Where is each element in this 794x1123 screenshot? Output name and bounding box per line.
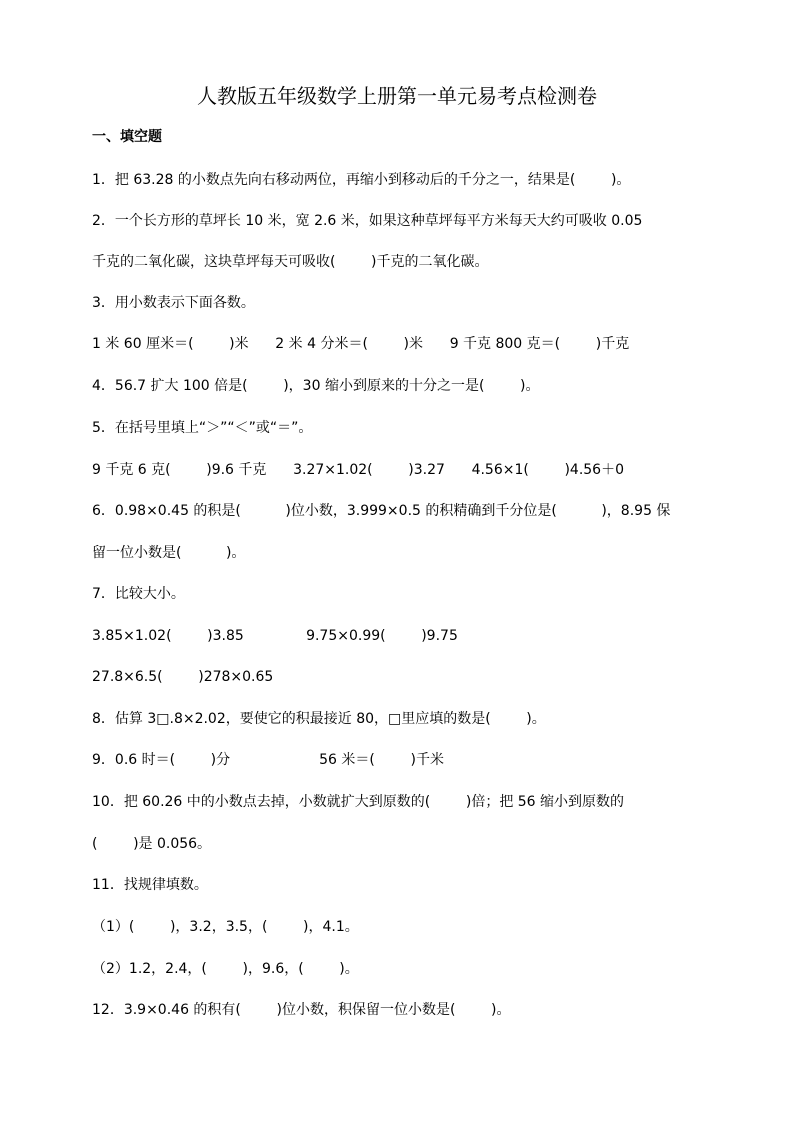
question-3: 3．用小数表示下面各数。 (92, 295, 255, 311)
question-11: 11．找规律填数。 (92, 877, 208, 893)
question-8: 8．估算 3□.8×2.02，要使它的积最接近 80，□里应填的数是( )。 (92, 711, 546, 727)
page-title: 人教版五年级数学上册第一单元易考点检测卷 (197, 84, 597, 108)
question-7: 7．比较大小。 (92, 586, 185, 602)
question-5: 5．在括号里填上“＞”“＜”或“＝”。 (92, 420, 313, 436)
question-10-line-2: ( )是 0.056。 (92, 836, 212, 852)
question-2-line-2: 千克的二氧化碳，这块草坪每天可吸收( )千克的二氧化碳。 (92, 254, 489, 270)
question-4: 4．56.7 扩大 100 倍是( )，30 缩小到原来的十分之一是( )。 (92, 378, 540, 394)
question-2-line-1: 2．一个长方形的草坪长 10 米，宽 2.6 米，如果这种草坪每平方米每天大约可吸收 0.05 (92, 213, 643, 229)
question-11-part-1: （1）( )，3.2，3.5，( )，4.1。 (92, 919, 359, 935)
question-11-part-2: （2）1.2，2.4，( )，9.6，( )。 (92, 961, 359, 977)
question-9: 9．0.6 时＝( )分 56 米＝( )千米 (92, 752, 444, 768)
question-5-items: 9 千克 6 克( )9.6 千克 3.27×1.02( )3.27 4.56×1( )4.56＋0 (92, 462, 624, 478)
question-7-items-2: 27.8×6.5( )278×0.65 (92, 669, 274, 685)
section-heading: 一、填空题 (92, 129, 162, 145)
question-12: 12．3.9×0.46 的积有( )位小数，积保留一位小数是( )。 (92, 1002, 511, 1018)
question-1: 1．把 63.28 的小数点先向右移动两位，再缩小到移动后的千分之一，结果是( )。 (92, 172, 631, 188)
question-10-line-1: 10．把 60.26 中的小数点去掉，小数就扩大到原数的( )倍；把 56 缩小到原数的 (92, 794, 625, 810)
question-3-items: 1 米 60 厘米＝( )米 2 米 4 分米＝( )米 9 千克 800 克＝( )千克 (92, 336, 630, 352)
question-7-items-1: 3.85×1.02( )3.85 9.75×0.99( )9.75 (92, 628, 458, 644)
question-6-line-2: 留一位小数是( )。 (92, 545, 246, 561)
question-6-line-1: 6．0.98×0.45 的积是( )位小数，3.999×0.5 的积精确到千分位是( )，8.95 保 (92, 503, 671, 519)
